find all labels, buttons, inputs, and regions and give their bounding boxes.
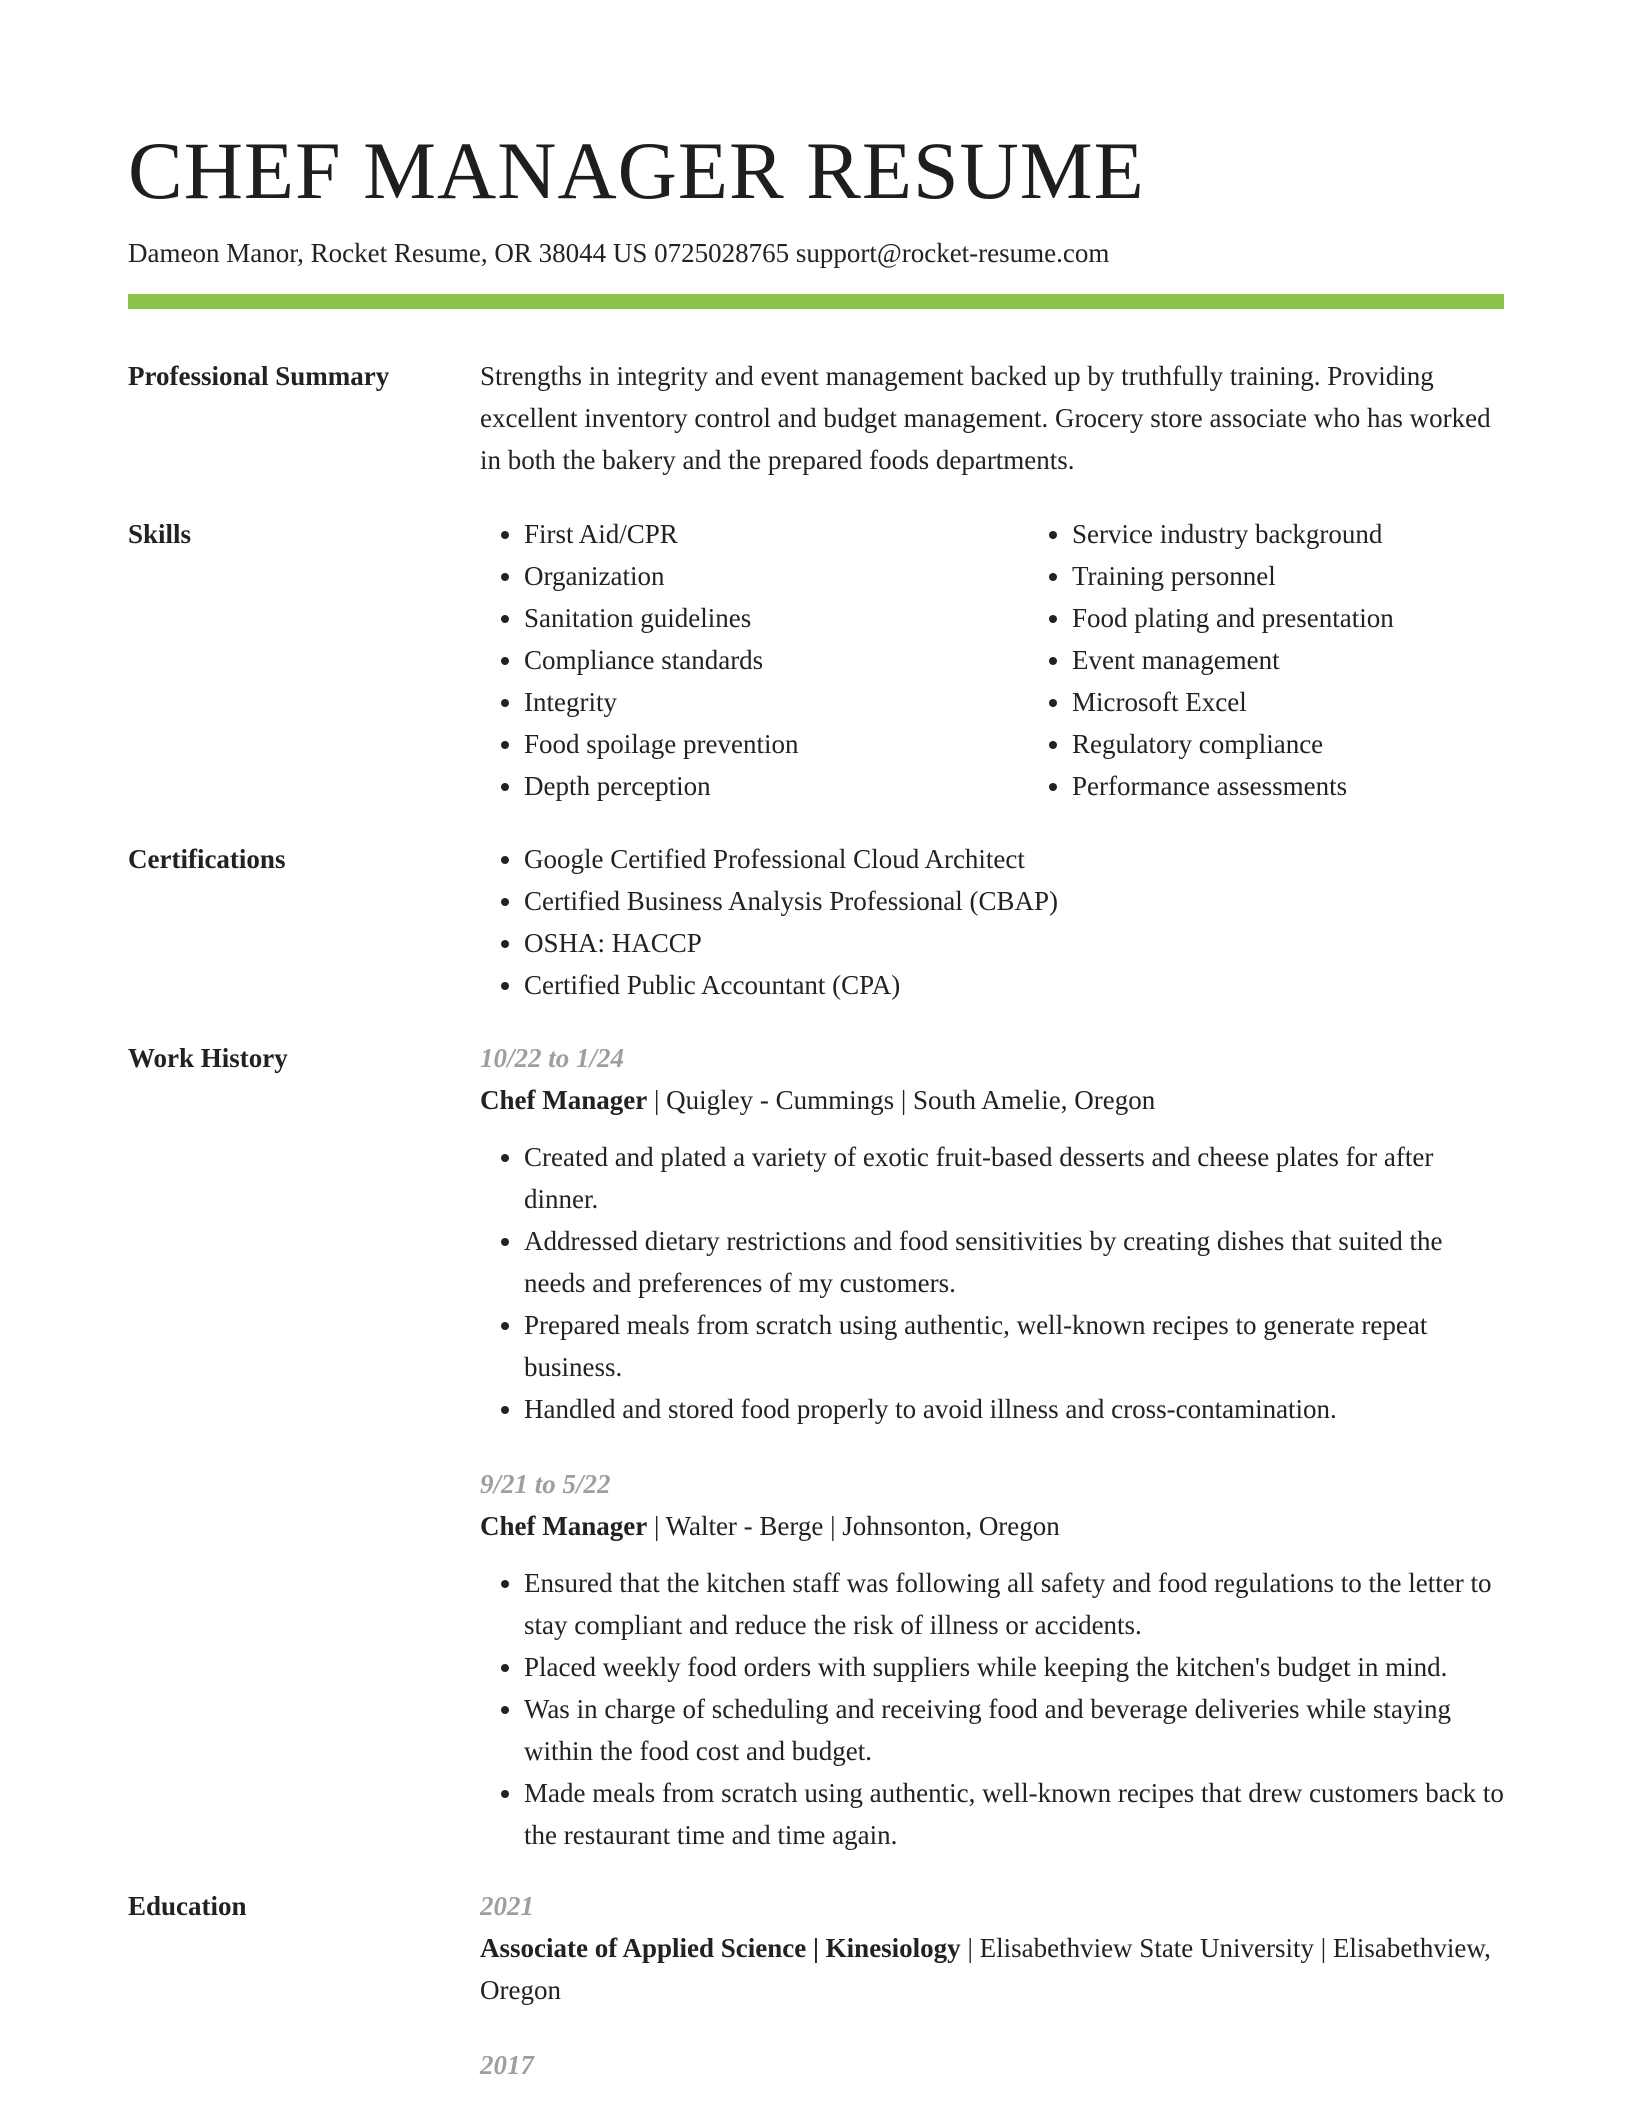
job-bullets [480, 1136, 1504, 1430]
job-bullets [480, 1562, 1504, 1856]
skill-item: • Compliance standards [524, 639, 1028, 681]
skill-item: • Event management [1072, 639, 1576, 681]
skills-section [128, 513, 1504, 807]
certification-item: • OSHA: HACCP [524, 922, 1504, 964]
skills-columns [480, 513, 1576, 807]
job-date: 9/21 to 5/22 [480, 1469, 611, 1499]
skills-list-right [1028, 513, 1576, 807]
certifications-section [128, 838, 1504, 1006]
job-bullet: • Created and plated a variety of exotic fruit-based desserts and cheese plates for after dinner. [524, 1136, 1504, 1220]
job-bullet: • Handled and stored food properly to avoid illness and cross-contamination. [524, 1388, 1504, 1430]
education-entry [480, 1885, 1504, 2011]
skill-item: • First Aid/CPR [524, 513, 1028, 555]
job-date: 10/22 to 1/24 [480, 1043, 625, 1073]
education-degree: Associate of Applied Science | Kinesiology [480, 1933, 961, 1963]
skill-item: • Food spoilage prevention [524, 723, 1028, 765]
certifications-list [480, 838, 1504, 1006]
job-bullet: • Prepared meals from scratch using authentic, well-known recipes to generate repeat business. [524, 1304, 1504, 1388]
certifications-content [480, 838, 1504, 1006]
skill-item: • Regulatory compliance [1072, 723, 1576, 765]
education-date: 2017 [480, 2050, 534, 2080]
certification-item: • Certified Public Accountant (CPA) [524, 964, 1504, 1006]
section-label-education: Education [128, 1891, 247, 1921]
section-label-summary: Professional Summary [128, 361, 390, 391]
skills-list-left [480, 513, 1028, 807]
section-label-skills: Skills [128, 519, 192, 549]
section-label-certifications: Certifications [128, 844, 286, 874]
summary-text: Strengths in integrity and event management backed up by truthfully training. Providing excellent inventory control and budget management. Grocery store associate who has worked in both the bakery and the prepared foods departments. [480, 361, 1491, 475]
job-bullet: • Placed weekly food orders with suppliers while keeping the kitchen's budget in mind. [524, 1646, 1504, 1688]
skill-item: • Microsoft Excel [1072, 681, 1576, 723]
resume-title: CHEF MANAGER RESUME [128, 125, 1145, 216]
contact-line: Dameon Manor, Rocket Resume, OR 38044 US 0725028765 support@rocket-resume.com [128, 238, 1110, 268]
skill-item: • Organization [524, 555, 1028, 597]
job-bullet: • Ensured that the kitchen staff was following all safety and food regulations to the letter to stay compliant and reduce the risk of illness or accidents. [524, 1562, 1504, 1646]
certification-item: • Google Certified Professional Cloud Architect [524, 838, 1504, 880]
job-bullet: • Made meals from scratch using authentic, well-known recipes that drew customers back to the restaurant time and time again. [524, 1772, 1504, 1856]
job-title: Chef Manager [480, 1085, 648, 1115]
education-degree-line [480, 1927, 1504, 2011]
job-details: | Quigley - Cummings | South Amelie, Oregon [647, 1085, 1156, 1115]
education-content [480, 1885, 1504, 2086]
accent-divider [128, 294, 1504, 309]
skill-item: • Sanitation guidelines [524, 597, 1028, 639]
skill-item: • Performance assessments [1072, 765, 1576, 807]
work-history-content [480, 1037, 1504, 1856]
job-bullet: • Was in charge of scheduling and receiving food and beverage deliveries while staying within the food cost and budget. [524, 1688, 1504, 1772]
education-entry [480, 2044, 1504, 2086]
skill-item: • Depth perception [524, 765, 1028, 807]
job-role-line [480, 1505, 1504, 1547]
job-entry [480, 1463, 1504, 1856]
skill-item: • Service industry background [1072, 513, 1576, 555]
certification-item: • Certified Business Analysis Professional (CBAP) [524, 880, 1504, 922]
education-section [128, 1885, 1504, 2086]
skill-item: • Food plating and presentation [1072, 597, 1576, 639]
skill-item: • Training personnel [1072, 555, 1576, 597]
skill-item: • Integrity [524, 681, 1028, 723]
work-history-section [128, 1037, 1504, 1856]
job-role-line [480, 1079, 1504, 1121]
job-details: | Walter - Berge | Johnsonton, Oregon [647, 1511, 1060, 1541]
job-entry [480, 1037, 1504, 1430]
education-date: 2021 [480, 1891, 534, 1921]
job-bullet: • Addressed dietary restrictions and food sensitivities by creating dishes that suited the needs and preferences of my customers. [524, 1220, 1504, 1304]
education-details: | Elisabethview State University | Elisabethview, Oregon [480, 1933, 1491, 2005]
job-title: Chef Manager [480, 1511, 648, 1541]
section-label-work-history: Work History [128, 1043, 288, 1073]
summary-section [128, 355, 1504, 481]
